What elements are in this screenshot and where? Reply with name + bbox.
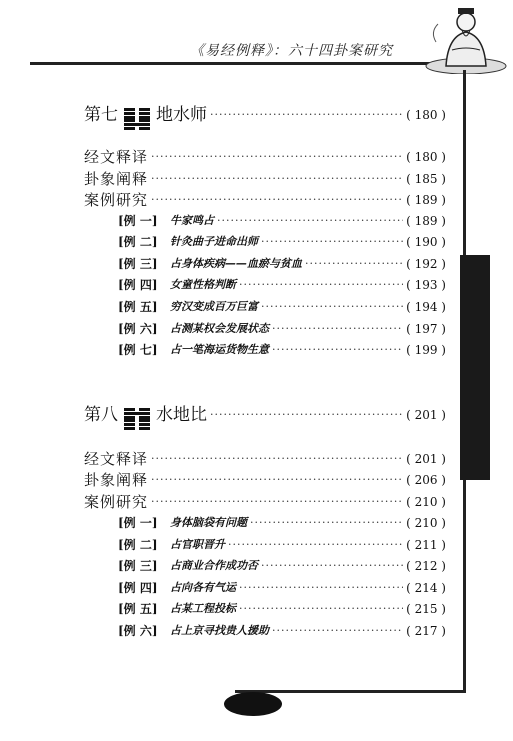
page-number: ( 180 ) [406, 150, 446, 164]
section-title: 卦象阐释 [84, 471, 149, 489]
chapter-name: 水地比 [156, 405, 207, 425]
case-entry[interactable] [118, 296, 446, 318]
page-number: ( 199 ) [406, 343, 446, 357]
sage-portrait-illustration [424, 2, 508, 74]
toc-entry[interactable] [84, 189, 446, 211]
solid-line [124, 412, 150, 415]
case-title: 占商业合作成功否 [170, 559, 258, 572]
dot-leader [239, 274, 403, 296]
dot-leader [151, 146, 403, 168]
case-title: 占测某权会发展状态 [170, 322, 269, 335]
broken-line [124, 116, 150, 119]
case-entry[interactable] [118, 620, 446, 642]
page-number: ( 214 ) [406, 581, 446, 595]
case-entry[interactable] [118, 339, 446, 361]
solid-line [124, 123, 150, 126]
chapter-heading[interactable] [84, 100, 446, 130]
dot-leader [261, 555, 403, 577]
dot-leader [261, 231, 403, 253]
page-number: ( 210 ) [406, 495, 446, 509]
case-entry[interactable] [118, 318, 446, 340]
case-title: 女童性格判断 [170, 278, 236, 291]
broken-line [124, 119, 150, 122]
case-label: [例 三] [118, 559, 158, 573]
dot-leader [272, 318, 403, 340]
case-entry[interactable] [118, 512, 446, 534]
page-number: ( 185 ) [406, 172, 446, 186]
case-title: 穷汉变成百万巨富 [170, 300, 258, 313]
hexagram-icon [124, 408, 150, 430]
case-label: [例 一] [118, 516, 158, 530]
dot-leader [272, 339, 403, 361]
page-number: ( 189 ) [406, 214, 446, 228]
page-number-oval [224, 692, 282, 716]
case-label: [例 六] [118, 624, 158, 638]
toc-entry[interactable] [84, 469, 446, 491]
case-entry[interactable] [118, 577, 446, 599]
hexagram-icon [124, 108, 150, 130]
bottom-rule [235, 690, 466, 693]
section-title: 卦象阐释 [84, 170, 149, 188]
header-rule [30, 62, 440, 65]
page-number: ( 210 ) [406, 516, 446, 530]
dot-leader [228, 534, 403, 556]
chapter-heading[interactable] [84, 400, 446, 430]
dot-leader [261, 296, 403, 318]
toc-entry[interactable] [84, 146, 446, 168]
case-title: 占某工程投标 [170, 602, 236, 615]
case-title: 针灸曲子进命出师 [170, 235, 258, 248]
section-title: 经文释译 [84, 450, 149, 468]
case-entry[interactable] [118, 534, 446, 556]
broken-line [124, 112, 150, 115]
case-label: [例 二] [118, 538, 158, 552]
page-number: ( 217 ) [406, 624, 446, 638]
broken-line [124, 127, 150, 130]
case-entry[interactable] [118, 253, 446, 275]
dot-leader [239, 577, 403, 599]
broken-line [124, 416, 150, 419]
chapter-name: 地水师 [156, 105, 207, 125]
case-title: 占官职晋升 [170, 538, 225, 551]
broken-line [124, 427, 150, 430]
page-number: ( 206 ) [406, 473, 446, 487]
toc-entry[interactable] [84, 448, 446, 470]
broken-line [124, 108, 150, 111]
dot-leader [217, 210, 403, 232]
page-number: ( 215 ) [406, 602, 446, 616]
case-entry[interactable] [118, 210, 446, 232]
case-title: 占一笔海运货物生意 [170, 343, 269, 356]
case-title: 占上京寻找贵人援助 [170, 624, 269, 637]
toc-entry[interactable] [84, 491, 446, 513]
dot-leader [210, 100, 403, 130]
case-title: 占向各有气运 [170, 581, 236, 594]
case-label: [例 五] [118, 602, 158, 616]
page-number: ( 201 ) [406, 408, 446, 422]
case-entry[interactable] [118, 555, 446, 577]
case-title: 占身体疾病——血瘀与贫血 [170, 257, 302, 270]
case-entry[interactable] [118, 231, 446, 253]
page-number: ( 180 ) [406, 108, 446, 122]
dot-leader [305, 253, 403, 275]
dot-leader [151, 491, 403, 513]
chapter-number: 第八 [84, 405, 118, 425]
chapter-number: 第七 [84, 105, 118, 125]
toc-entry[interactable] [84, 168, 446, 190]
section-title: 经文释译 [84, 148, 149, 166]
page-number: ( 194 ) [406, 300, 446, 314]
broken-line [124, 423, 150, 426]
dot-leader [250, 512, 403, 534]
page-number: ( 201 ) [406, 452, 446, 466]
dot-leader [272, 620, 403, 642]
case-label: [例 二] [118, 235, 158, 249]
page-number: ( 189 ) [406, 193, 446, 207]
case-entry[interactable] [118, 598, 446, 620]
dot-leader [210, 400, 403, 430]
dot-leader [151, 189, 403, 211]
case-label: [例 六] [118, 322, 158, 336]
case-label: [例 一] [118, 214, 158, 228]
page-number: ( 192 ) [406, 257, 446, 271]
page-number: ( 212 ) [406, 559, 446, 573]
broken-line [124, 408, 150, 411]
case-label: [例 四] [118, 581, 158, 595]
dot-leader [151, 448, 403, 470]
dot-leader [151, 168, 403, 190]
dot-leader [151, 469, 403, 491]
running-header-title: 《易经例释》：六十四卦案研究 [190, 43, 393, 59]
case-entry[interactable] [118, 274, 446, 296]
dot-leader [239, 598, 403, 620]
broken-line [124, 419, 150, 422]
case-title: 身体脑袋有问题 [170, 516, 247, 529]
page-number: ( 211 ) [406, 538, 446, 552]
case-label: [例 七] [118, 343, 158, 357]
page-number: ( 193 ) [406, 278, 446, 292]
case-label: [例 四] [118, 278, 158, 292]
side-thumb-tab [460, 255, 490, 480]
section-title: 案例研究 [84, 191, 149, 209]
case-label: [例 五] [118, 300, 158, 314]
case-label: [例 三] [118, 257, 158, 271]
page-number: ( 197 ) [406, 322, 446, 336]
section-title: 案例研究 [84, 493, 149, 511]
page-number: ( 190 ) [406, 235, 446, 249]
case-title: 牛家鸣占 [170, 214, 214, 227]
